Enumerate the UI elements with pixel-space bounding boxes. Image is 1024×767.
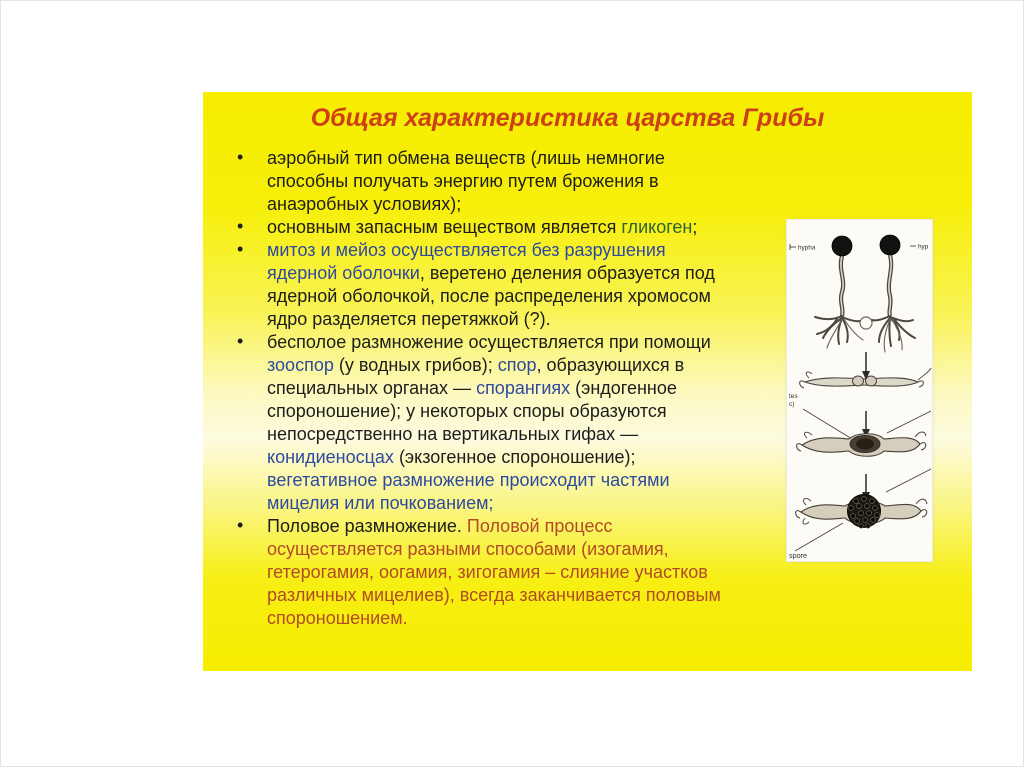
text-segment: основным запасным веществом является bbox=[267, 217, 622, 237]
bullet-item bbox=[233, 147, 727, 216]
text-segment: спор bbox=[497, 355, 537, 375]
text-segment: ; bbox=[692, 217, 698, 237]
text-segment: бесполое размножение осуществляется при помощи bbox=[267, 332, 711, 352]
label-spore: spore bbox=[789, 551, 807, 560]
bullet-item bbox=[233, 239, 727, 331]
slide-title: Общая характеристика царства Грибы bbox=[310, 104, 825, 132]
text-segment: Половое размножение. bbox=[267, 516, 467, 536]
sporangium-icon bbox=[832, 236, 852, 256]
bullet-item bbox=[233, 331, 727, 515]
label-gametes-line1: tes bbox=[789, 393, 798, 400]
text-segment: аэробный тип обмена веществ (лишь немногие способны получать энергию путем брожения в анаэробных условиях); bbox=[267, 148, 665, 214]
label-hypha-right: hyp bbox=[918, 243, 929, 251]
text-segment: , веретено деления образуется под ядерной оболочкой, после распределения хромосом ядро разделяется перетяжкой (?). bbox=[267, 263, 715, 329]
text-segment: (экзогенное спороношение); bbox=[393, 447, 636, 467]
slide-canvas bbox=[203, 92, 972, 671]
bullet-list bbox=[233, 147, 727, 630]
label-gametes-line2: c) bbox=[789, 401, 795, 408]
text-segment: (эндогенное спороношение); у некоторых споры образуются непосредственно на вертикальных гифах — bbox=[267, 378, 677, 444]
text-segment: вегетативное размножение происходит частями мицелия или почкованием; bbox=[267, 470, 670, 513]
text-segment: (у водных грибов); bbox=[333, 355, 498, 375]
text-segment: гликоген bbox=[621, 217, 693, 237]
text-segment: митоз и мейоз осуществляется без разрушения ядерной оболочки bbox=[267, 240, 666, 283]
fungus-lifecycle-diagram bbox=[787, 220, 932, 561]
bullet-item bbox=[233, 515, 727, 630]
figure-panel bbox=[787, 220, 932, 561]
text-segment: конидиеносцах bbox=[267, 447, 394, 467]
text-segment: зооспор bbox=[267, 355, 334, 375]
text-segment: Половой процесс осуществляется разными способами (изогамия, гетерогамия, оогамия, зигогамия – слияние участков различных мицелиев), всегда заканчивается половым спороношением. bbox=[267, 516, 721, 628]
gamete-contact-circle-icon bbox=[860, 317, 872, 329]
label-hypha-left: hypha bbox=[798, 244, 816, 252]
bullet-item bbox=[233, 216, 727, 239]
text-segment: , образующихся в специальных органах — bbox=[267, 355, 685, 398]
sporangium-icon bbox=[880, 235, 900, 255]
text-segment: спорангиях bbox=[476, 378, 571, 398]
